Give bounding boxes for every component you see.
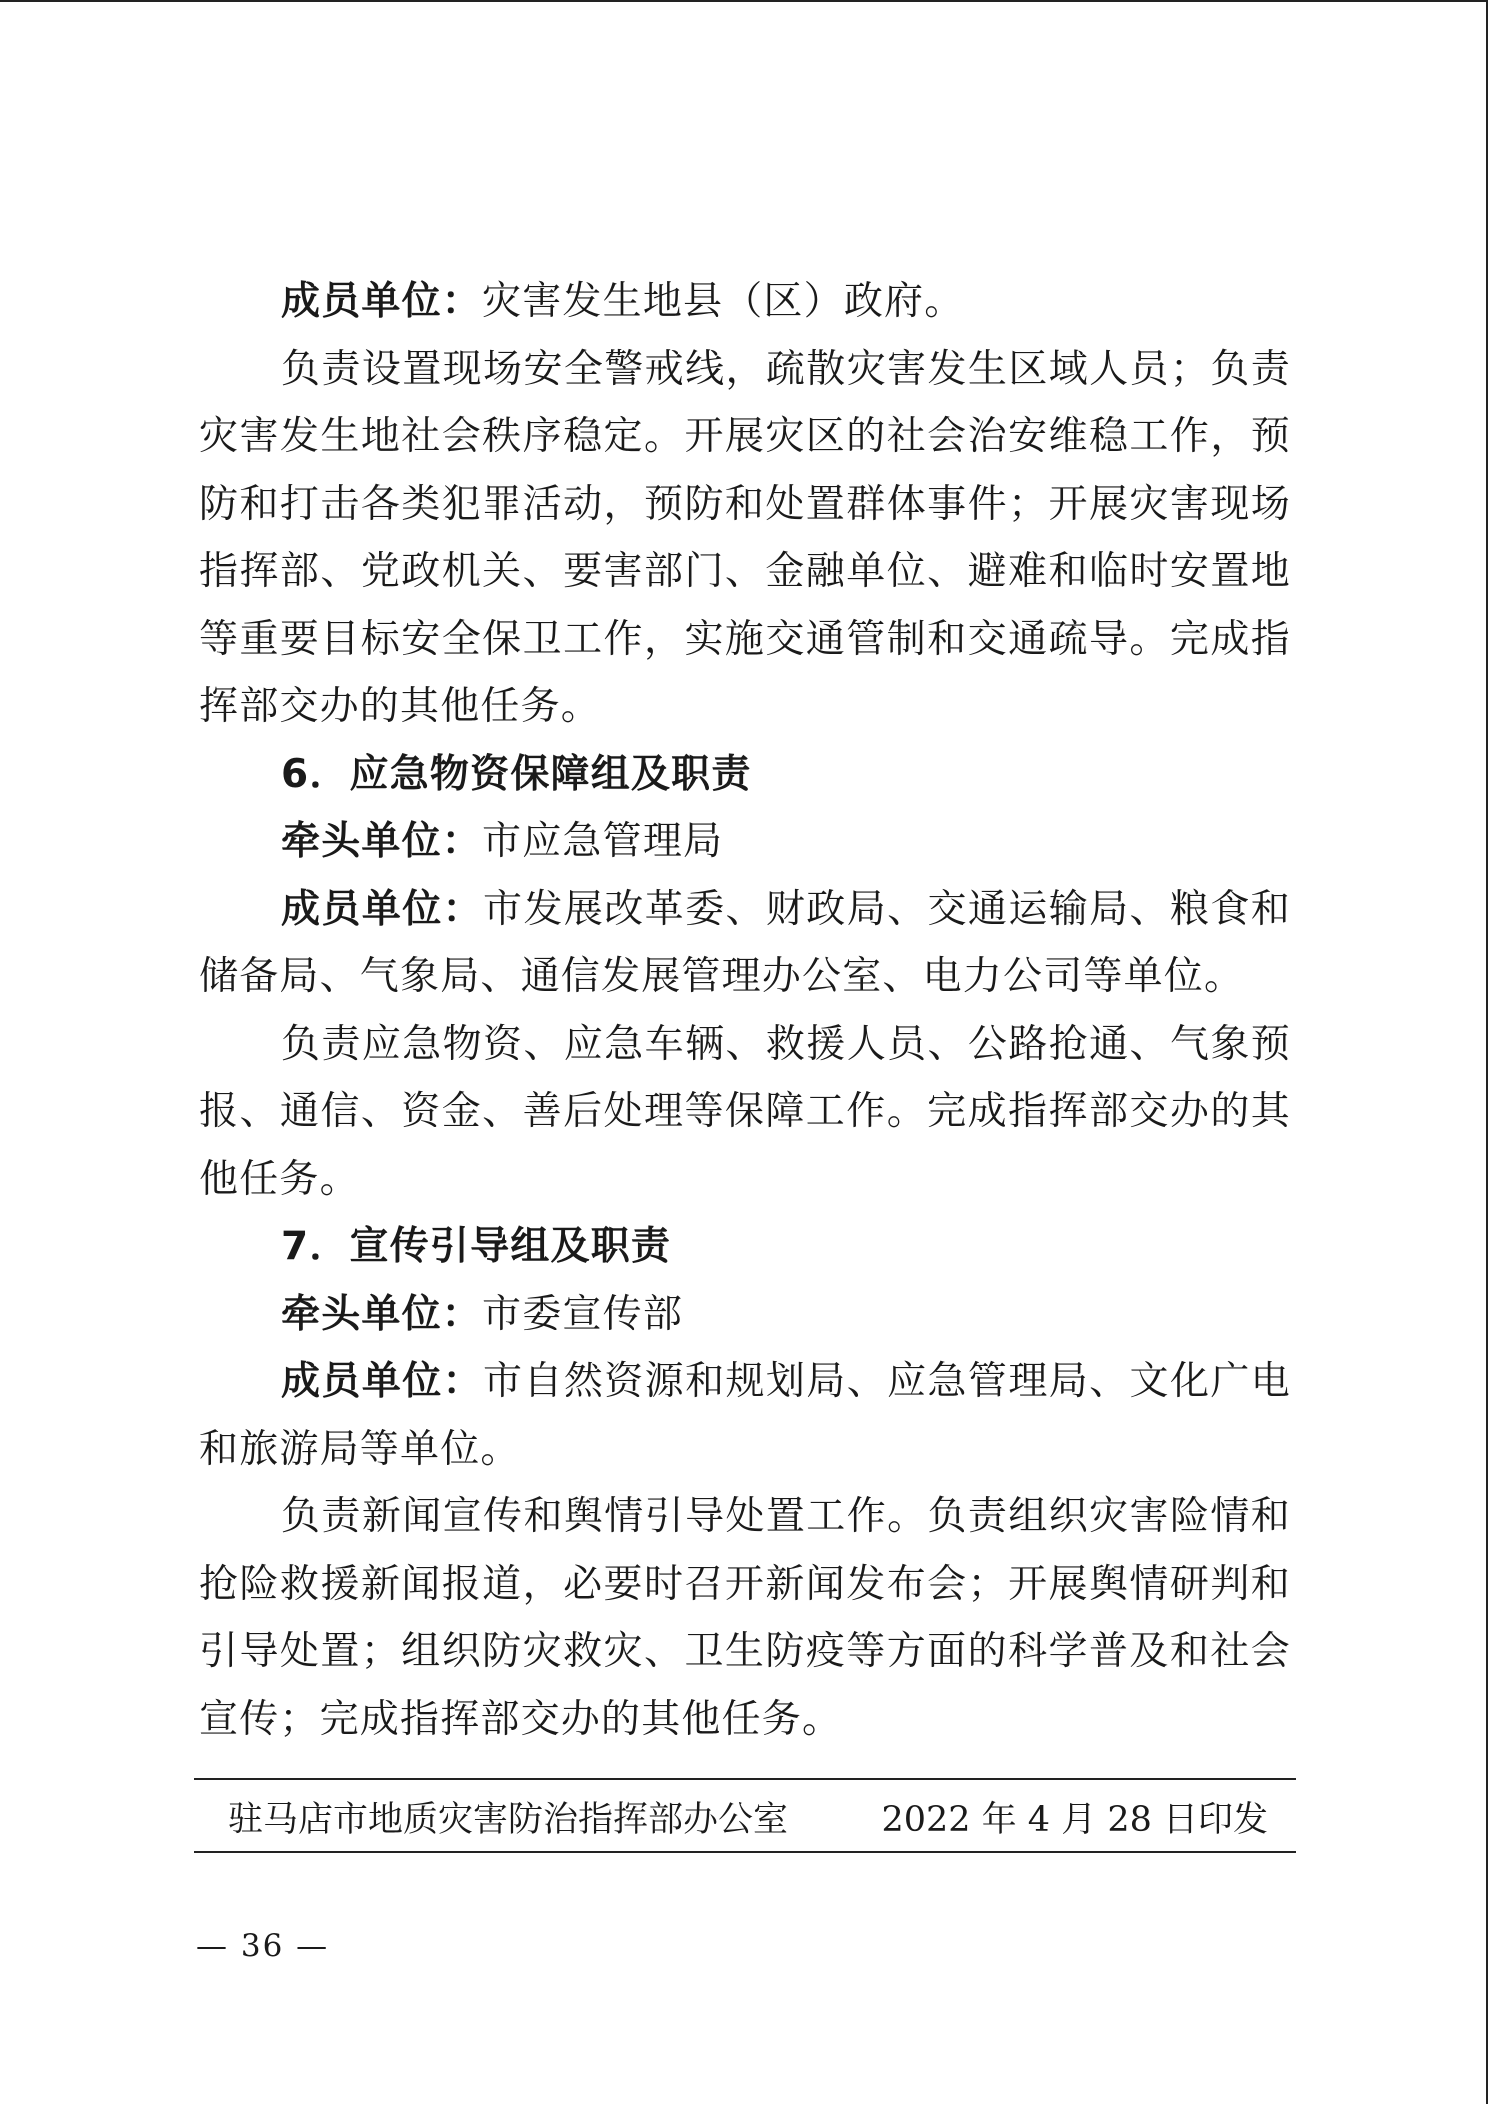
lead-unit-label: 牵头单位：	[281, 818, 483, 864]
footer-top-rule	[194, 1778, 1296, 1780]
page-border-top	[0, 0, 1488, 2]
member-units-paragraph	[199, 1348, 1291, 1483]
member-units-label: 成员单位：	[281, 278, 483, 324]
duties-paragraph: 负责应急物资、应急车辆、救援人员、公路抢通、气象预报、通信、资金、善后处理等保障工作。完成指挥部交办的其他任务。	[199, 1021, 1291, 1202]
lead-unit-label: 牵头单位：	[281, 1290, 483, 1337]
issue-date: 2022 年 4 月 28 日印发	[881, 1800, 1268, 1840]
footer-bottom-rule	[194, 1851, 1296, 1853]
page-number: — 36 —	[196, 1928, 330, 1964]
member-units-paragraph	[199, 876, 1291, 1011]
duties-paragraph: 负责设置现场安全警戒线，疏散灾害发生区域人员；负责灾害发生地社会秩序稳定。开展灾区的社会治安维稳工作，预防和打击各类犯罪活动，预防和处置群体事件；开展灾害现场指挥部、党政机关、要害部门、金融单位、避难和临时安置地等重要目标安全保卫工作，实施交通管制和交通疏导。完成指挥部交办的其他任务。	[199, 346, 1291, 729]
member-units-label: 成员单位：	[281, 1358, 484, 1404]
issuer-name: 驻马店市地质灾害防治指挥部办公室	[228, 1800, 789, 1840]
lead-unit-text: 市委宣传部	[482, 1291, 684, 1337]
imprint-footer	[228, 1792, 1268, 1848]
lead-unit-paragraph	[199, 808, 1291, 876]
section-heading: 6．应急物资保障组及职责	[281, 751, 752, 797]
section-heading: 7．宣传引导组及职责	[281, 1224, 672, 1269]
member-units-text: 市自然资源和规划局、应急管理局、文化广电和旅游局等单位。	[199, 1359, 1291, 1472]
member-units-text: 灾害发生地县（区）政府。	[482, 279, 965, 324]
duties-paragraph: 负责新闻宣传和舆情引导处置工作。负责组织灾害险情和抢险救援新闻报道，必要时召开新闻发布会；开展舆情研判和引导处置；组织防灾救灾、卫生防疫等方面的科学普及和社会宣传；完成指挥部交办的其他任务。	[199, 1494, 1291, 1742]
member-units-text: 市发展改革委、财政局、交通运输局、粮食和储备局、气象局、通信发展管理办公室、电力公司等单位。	[199, 886, 1291, 999]
member-units-paragraph	[199, 268, 1291, 336]
member-units-label: 成员单位：	[281, 885, 484, 932]
document-body	[199, 268, 1291, 1753]
lead-unit-paragraph	[199, 1281, 1291, 1349]
lead-unit-text: 市应急管理局	[482, 819, 724, 864]
